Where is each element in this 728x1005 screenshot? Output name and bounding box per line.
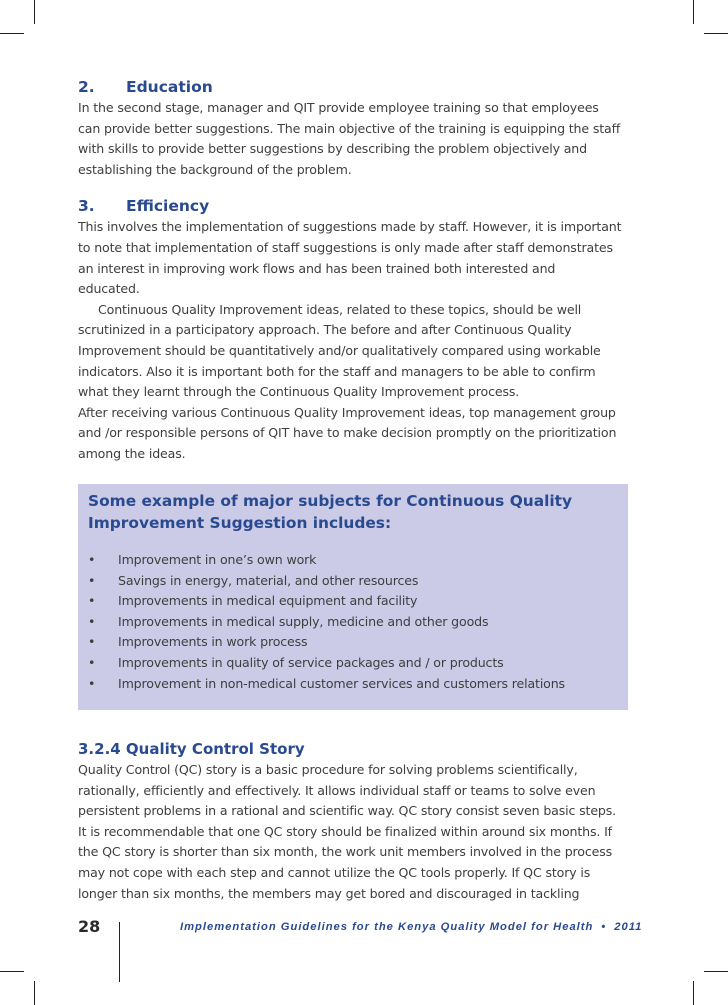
efficiency-heading (78, 195, 630, 217)
education-heading (78, 76, 630, 98)
education-number: 2. (78, 78, 95, 96)
list-item: • Improvements in quality of service packages and / or products (88, 653, 618, 674)
list-item: • Improvements in work process (88, 632, 618, 653)
main-content (78, 76, 630, 465)
crop-mark-top-right-h (704, 33, 728, 34)
efficiency-title: Efficiency (126, 197, 210, 216)
efficiency-paragraph-2: Continuous Quality Improvement ideas, related to these topics, should be well scrutinized in a participatory approach. The before and after Continuous Quality Improvement should be quantitatively and/or qualitatively compared using workable indicators. Also it is important both for the staff and managers to be able to confirm what they learnt through the Continuous Quality Improvement process. (78, 301, 601, 400)
footer-divider (119, 922, 120, 982)
footer-separator: • (601, 921, 607, 933)
crop-mark-bottom-left-v (34, 981, 35, 1005)
bullet-icon: • (88, 654, 96, 670)
crop-mark-bottom-right-h (704, 971, 728, 972)
crop-mark-bottom-right-v (693, 981, 694, 1005)
list-item: • Improvement in one’s own work (88, 550, 618, 571)
bullet-icon: • (88, 675, 96, 691)
crop-mark-top-left-v (34, 0, 35, 24)
crop-mark-top-left-h (0, 33, 24, 34)
efficiency-paragraph-1: This involves the implementation of suggestions made by staff. However, it is important to note that implementation of staff suggestions is only made after staff demonstrates an interest in improving work flows and has been trained both interested and educated. (78, 219, 622, 297)
qc-story-heading: 3.2.4 Quality Control Story (78, 740, 305, 758)
bullet-icon: • (88, 552, 96, 567)
bullet-icon: • (88, 593, 96, 609)
crop-mark-bottom-left-h (0, 971, 24, 972)
footer-year: 2011 (614, 921, 643, 933)
bullet-icon: • (88, 613, 96, 629)
subjects-list (88, 550, 618, 694)
bullet-icon: • (88, 634, 96, 650)
box-title: Some example of major subjects for Continuous Quality Improvement Suggestion includes: (88, 492, 573, 532)
example-subjects-box (78, 484, 628, 710)
qc-story-section (78, 738, 630, 904)
list-item: • Improvement in non-medical customer services and customers relations (88, 674, 618, 695)
running-footer (180, 921, 642, 933)
list-item: • Improvements in medical supply, medicine and other goods (88, 612, 618, 633)
education-title: Education (126, 78, 213, 96)
qc-story-paragraph: Quality Control (QC) story is a basic procedure for solving problems scientifically, rationally, efficiently and effectively. It allows individual staff or teams to solve even persistent problems in a rational and scientific way. QC story consist seven basic steps. It is recommendable that one QC story should be finalized within around six months. If the QC story is shorter than six month, the work unit members involved in the process may not cope with each step and cannot utilize the QC tools properly. If QC story is longer than six months, the members may get bored and discouraged in tackling (78, 762, 617, 901)
list-item: • Improvements in medical equipment and facility (88, 591, 618, 612)
bullet-icon: • (88, 572, 96, 588)
education-paragraph: In the second stage, manager and QIT provide employee training so that employees can provide better suggestions. The main objective of the training is equipping the staff with skills to provide better suggestions by describing the problem objectively and establishing the background of the problem. (78, 100, 621, 177)
efficiency-paragraph-3: After receiving various Continuous Quality Improvement ideas, top management group and /or responsible persons of QIT have to make decision promptly on the prioritization among the ideas. (78, 404, 617, 461)
list-item: • Savings in energy, material, and other resources (88, 571, 618, 592)
page-number: 28 (78, 917, 101, 936)
crop-mark-top-right-v (693, 0, 694, 24)
footer-title: Implementation Guidelines for the Kenya Quality Model for Health (180, 921, 594, 933)
efficiency-number: 3. (78, 197, 95, 216)
